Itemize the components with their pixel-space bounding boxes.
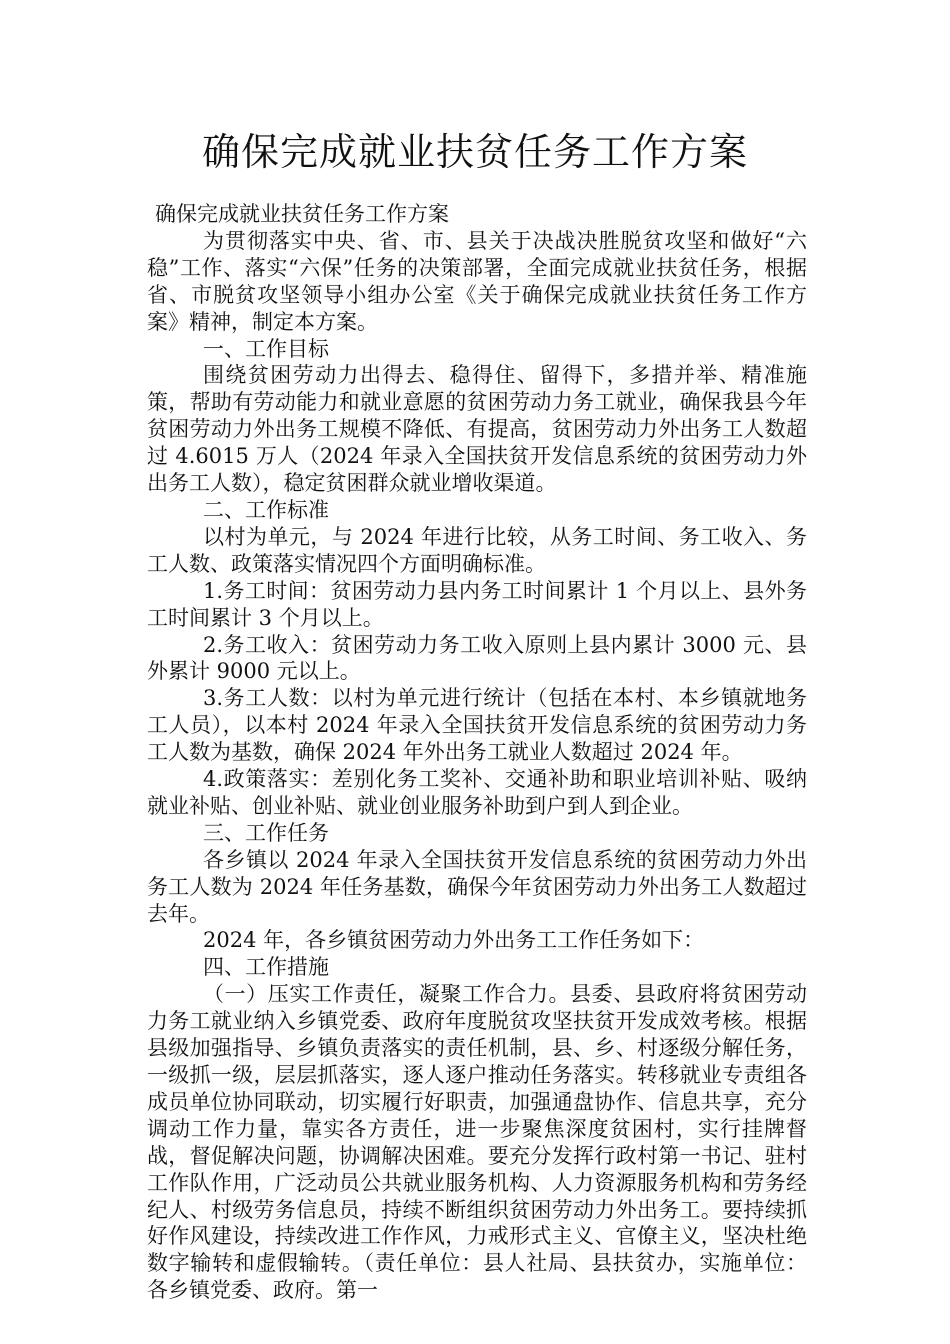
section-heading-measures: 四、工作措施 [203, 955, 329, 980]
standard-item-income: 2.务工收入：贫困劳动力务工收入原则上县内累计 3000 元、县外累计 9000 元以上。 [147, 632, 807, 684]
standard-item-policy: 4.政策落实：差别化务工奖补、交通补助和职业培训补贴、吸纳就业补贴、创业补贴、就业创业服务补助到户到人到企业。 [147, 767, 807, 818]
document-subtitle: 确保完成就业扶贫任务工作方案 [155, 202, 449, 226]
standard-item-headcount: 3.务工人数：以村为单元进行统计（包括在本村、本乡镇就地务工人员），以本村 2024 年录入全国扶贫开发信息系统的贫困劳动力务工人数为基数，确保 2024 年外出务工就业人数超过 2024 年。 [147, 686, 807, 765]
document-body [147, 201, 807, 1304]
section-heading-standards: 二、工作标准 [203, 497, 329, 522]
standards-intro-paragraph: 以村为单元，与 2024 年进行比较，从务工时间、务工收入、务工人数、政策落实情况四个方面明确标准。 [147, 524, 807, 576]
document-title: 确保完成就业扶贫任务工作方案 [201, 130, 748, 174]
goals-paragraph: 围绕贫困劳动力出得去、稳得住、留得下，多措并举、精准施策，帮助有劳动能力和就业意愿的贫困劳动力务工就业，确保我县今年贫困劳动力外出务工规模不降低、有提高，贫困劳动力外出务工人数超过 4.6015 万人（2024 年录入全国扶贫开发信息系统的贫困劳动力外出务工人数），稳定贫困群众就业增收渠道。 [147, 363, 807, 496]
standard-item-work-time: 1.务工时间：贫困劳动力县内务工时间累计 1 个月以上、县外务工时间累计 3 个月以上。 [147, 578, 807, 630]
intro-paragraph: 为贯彻落实中央、省、市、县关于决战决胜脱贫攻坚和做好“六稳”工作、落实“六保”任务的决策部署，全面完成就业扶贫任务，根据省、市脱贫攻坚领导小组办公室《关于确保完成就业扶贫任务工作方案》精神，制定本方案。 [147, 228, 807, 334]
tasks-paragraph: 各乡镇以 2024 年录入全国扶贫开发信息系统的贫困劳动力外出务工人数为 2024 年任务基数，确保今年贫困劳动力外出务工人数超过去年。 [147, 847, 807, 926]
tasks-list-intro: 2024 年，各乡镇贫困劳动力外出务工工作任务如下： [203, 928, 705, 953]
section-heading-tasks: 三、工作任务 [203, 820, 329, 845]
section-heading-goals: 一、工作目标 [203, 336, 329, 361]
measures-paragraph-1: （一）压实工作责任，凝聚工作合力。县委、县政府将贫困劳动力务工就业纳入乡镇党委、政府年度脱贫攻坚扶贫开发成效考核。根据县级加强指导、乡镇负责落实的责任机制，县、乡、村逐级分解任务，一级抓一级，层层抓落实，逐人逐户推动任务落实。转移就业专责组各成员单位协同联动，切实履行好职责，加强通盘协作、信息共享，充分调动工作力量，靠实各方责任，进一步聚焦深度贫困村，实行挂牌督战，督促解决问题，协调解决困难。要充分发挥行政村第一书记、驻村工作队作用，广泛动员公共就业服务机构、人力资源服务机构和劳务经纪人、村级劳务信息员，持续不断组织贫困劳动力外出务工。要持续抓好作风建设，持续改进工作作风，力戒形式主义、官僚主义，坚决杜绝数字输转和虚假输转。（责任单位：县人社局、县扶贫办，实施单位：各乡镇党委、政府。第一 [147, 982, 807, 1303]
